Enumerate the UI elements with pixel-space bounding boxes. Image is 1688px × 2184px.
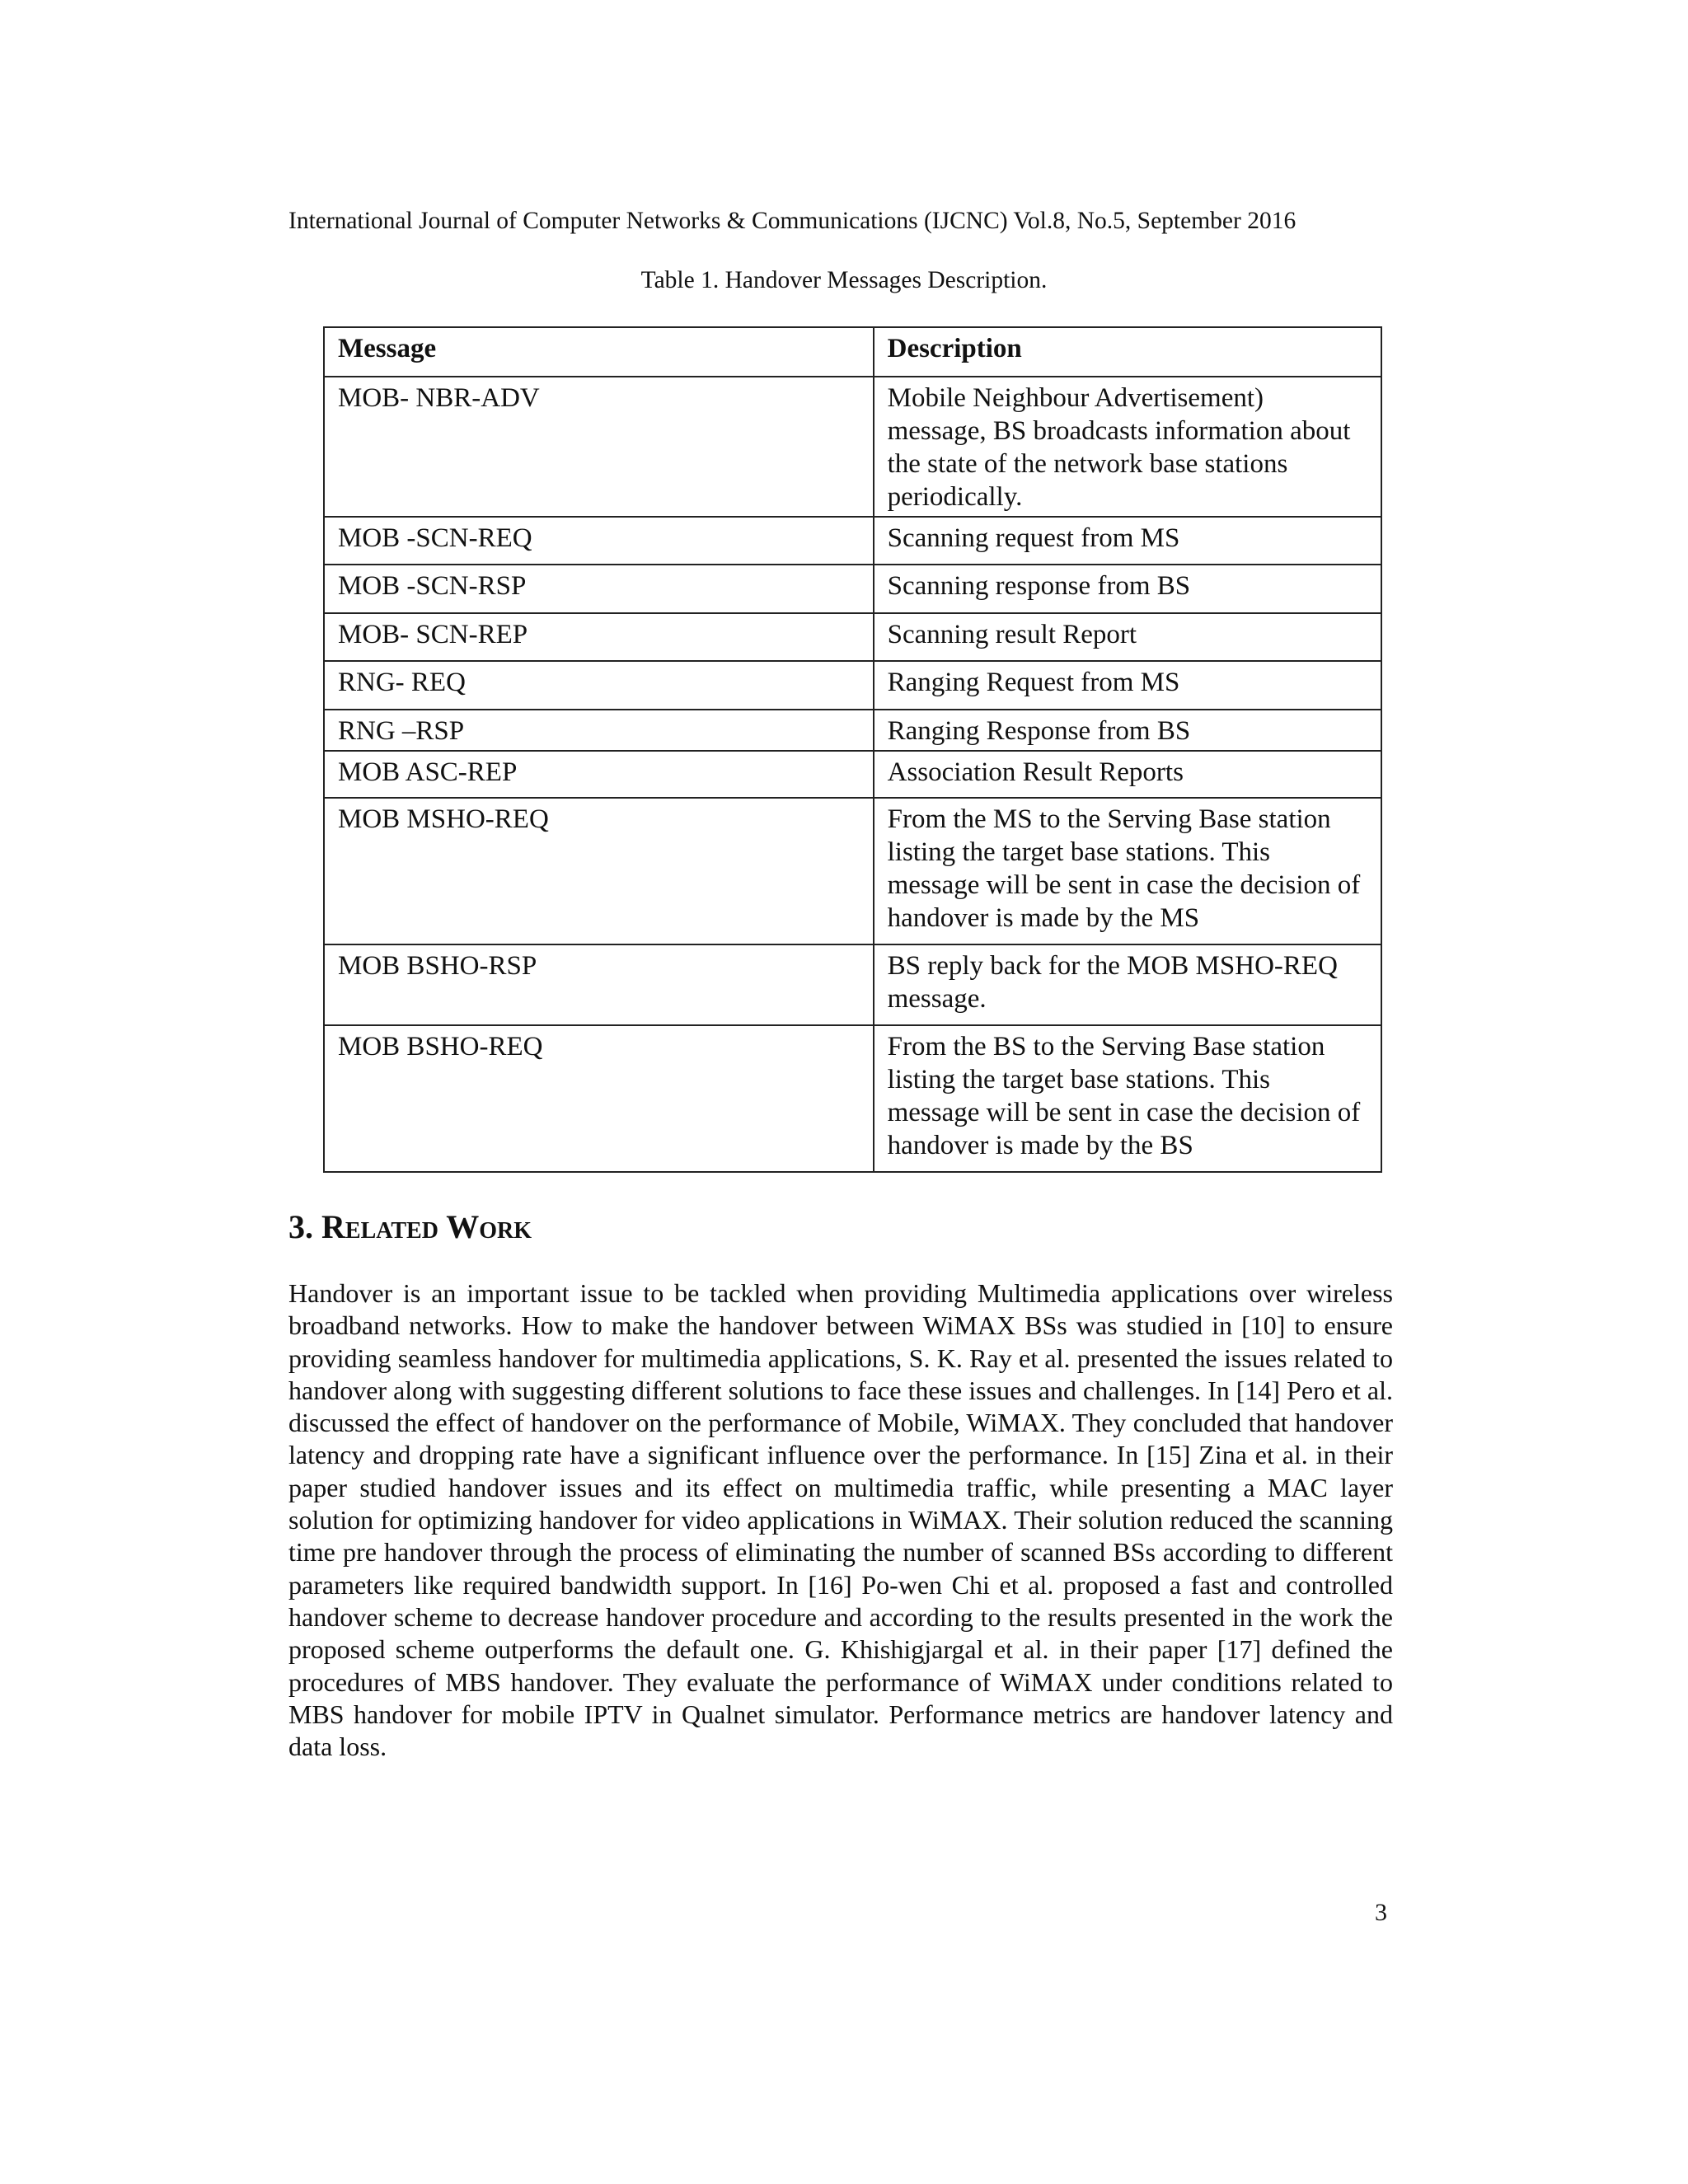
table-row <box>324 751 1381 798</box>
page-number: 3 <box>1375 1899 1387 1926</box>
description-cell: Ranging Request from MS <box>874 661 1381 710</box>
table-row <box>324 1025 1381 1172</box>
table-row <box>324 517 1381 565</box>
table-row <box>324 710 1381 751</box>
column-header-description: Description <box>874 327 1381 377</box>
running-header: International Journal of Computer Networks & Communications (IJCNC) Vol.8, No.5, September 2016 <box>288 208 1296 234</box>
description-cell: Association Result Reports <box>874 751 1381 798</box>
message-cell: RNG- REQ <box>324 661 874 710</box>
message-cell: MOB BSHO-RSP <box>324 944 874 1025</box>
handover-messages-table <box>323 326 1382 1173</box>
table-row <box>324 798 1381 944</box>
description-cell: BS reply back for the MOB MSHO-REQ message. <box>874 944 1381 1025</box>
table-caption: Table 1. Handover Messages Description. <box>640 267 1048 293</box>
message-cell: MOB -SCN-REQ <box>324 517 874 565</box>
body-paragraph: Handover is an important issue to be tackled when providing Multimedia applications over wireless broadband networks. How to make the handover between WiMAX BSs was studied in [10] to ensure providing seamless handover for multimedia applications, S. K. Ray et al. presented the issues related to handover along with suggesting different solutions to face these issues and challenges. In [14] Pero et al. discussed the effect of handover on the performance of Mobile, WiMAX. They concluded that handover latency and dropping rate have a significant influence over the performance. In [15] Zina et al. in their paper studied handover issues and its effect on multimedia traffic, while presenting a MAC layer solution for optimizing handover for video applications in WiMAX. Their solution reduced the scanning time pre handover through the process of eliminating the number of scanned BSs according to different parameters like required bandwidth support. In [16] Po-wen Chi et al. proposed a fast and controlled handover scheme to decrease handover procedure and according to the results presented in the work the proposed scheme outperforms the default one. G. Khishigjargal et al. in their paper [17] defined the procedures of MBS handover. They evaluate the performance of WiMAX under conditions related to MBS handover for mobile IPTV in Qualnet simulator. Performance metrics are handover latency and data loss. <box>288 1278 1393 1762</box>
message-cell: MOB -SCN-RSP <box>324 565 874 613</box>
description-cell: Ranging Response from BS <box>874 710 1381 751</box>
message-cell: MOB BSHO-REQ <box>324 1025 874 1172</box>
section-heading: 3. Related Work <box>288 1208 532 1245</box>
table-header-row <box>324 327 1381 377</box>
description-cell: Scanning request from MS <box>874 517 1381 565</box>
message-cell: MOB ASC-REP <box>324 751 874 798</box>
table-row <box>324 944 1381 1025</box>
message-cell: MOB- NBR-ADV <box>324 377 874 517</box>
column-header-message: Message <box>324 327 874 377</box>
table-row <box>324 613 1381 661</box>
message-cell: MOB MSHO-REQ <box>324 798 874 944</box>
description-cell: Mobile Neighbour Advertisement) message, BS broadcasts information about the state of the network base stations periodically. <box>874 377 1381 517</box>
description-cell: Scanning result Report <box>874 613 1381 661</box>
description-cell: From the BS to the Serving Base station listing the target base stations. This message will be sent in case the decision of handover is made by the BS <box>874 1025 1381 1172</box>
description-cell: From the MS to the Serving Base station listing the target base stations. This message will be sent in case the decision of handover is made by the MS <box>874 798 1381 944</box>
table-row <box>324 377 1381 517</box>
message-cell: RNG –RSP <box>324 710 874 751</box>
table-row <box>324 661 1381 710</box>
message-cell: MOB- SCN-REP <box>324 613 874 661</box>
description-cell: Scanning response from BS <box>874 565 1381 613</box>
table-row <box>324 565 1381 613</box>
